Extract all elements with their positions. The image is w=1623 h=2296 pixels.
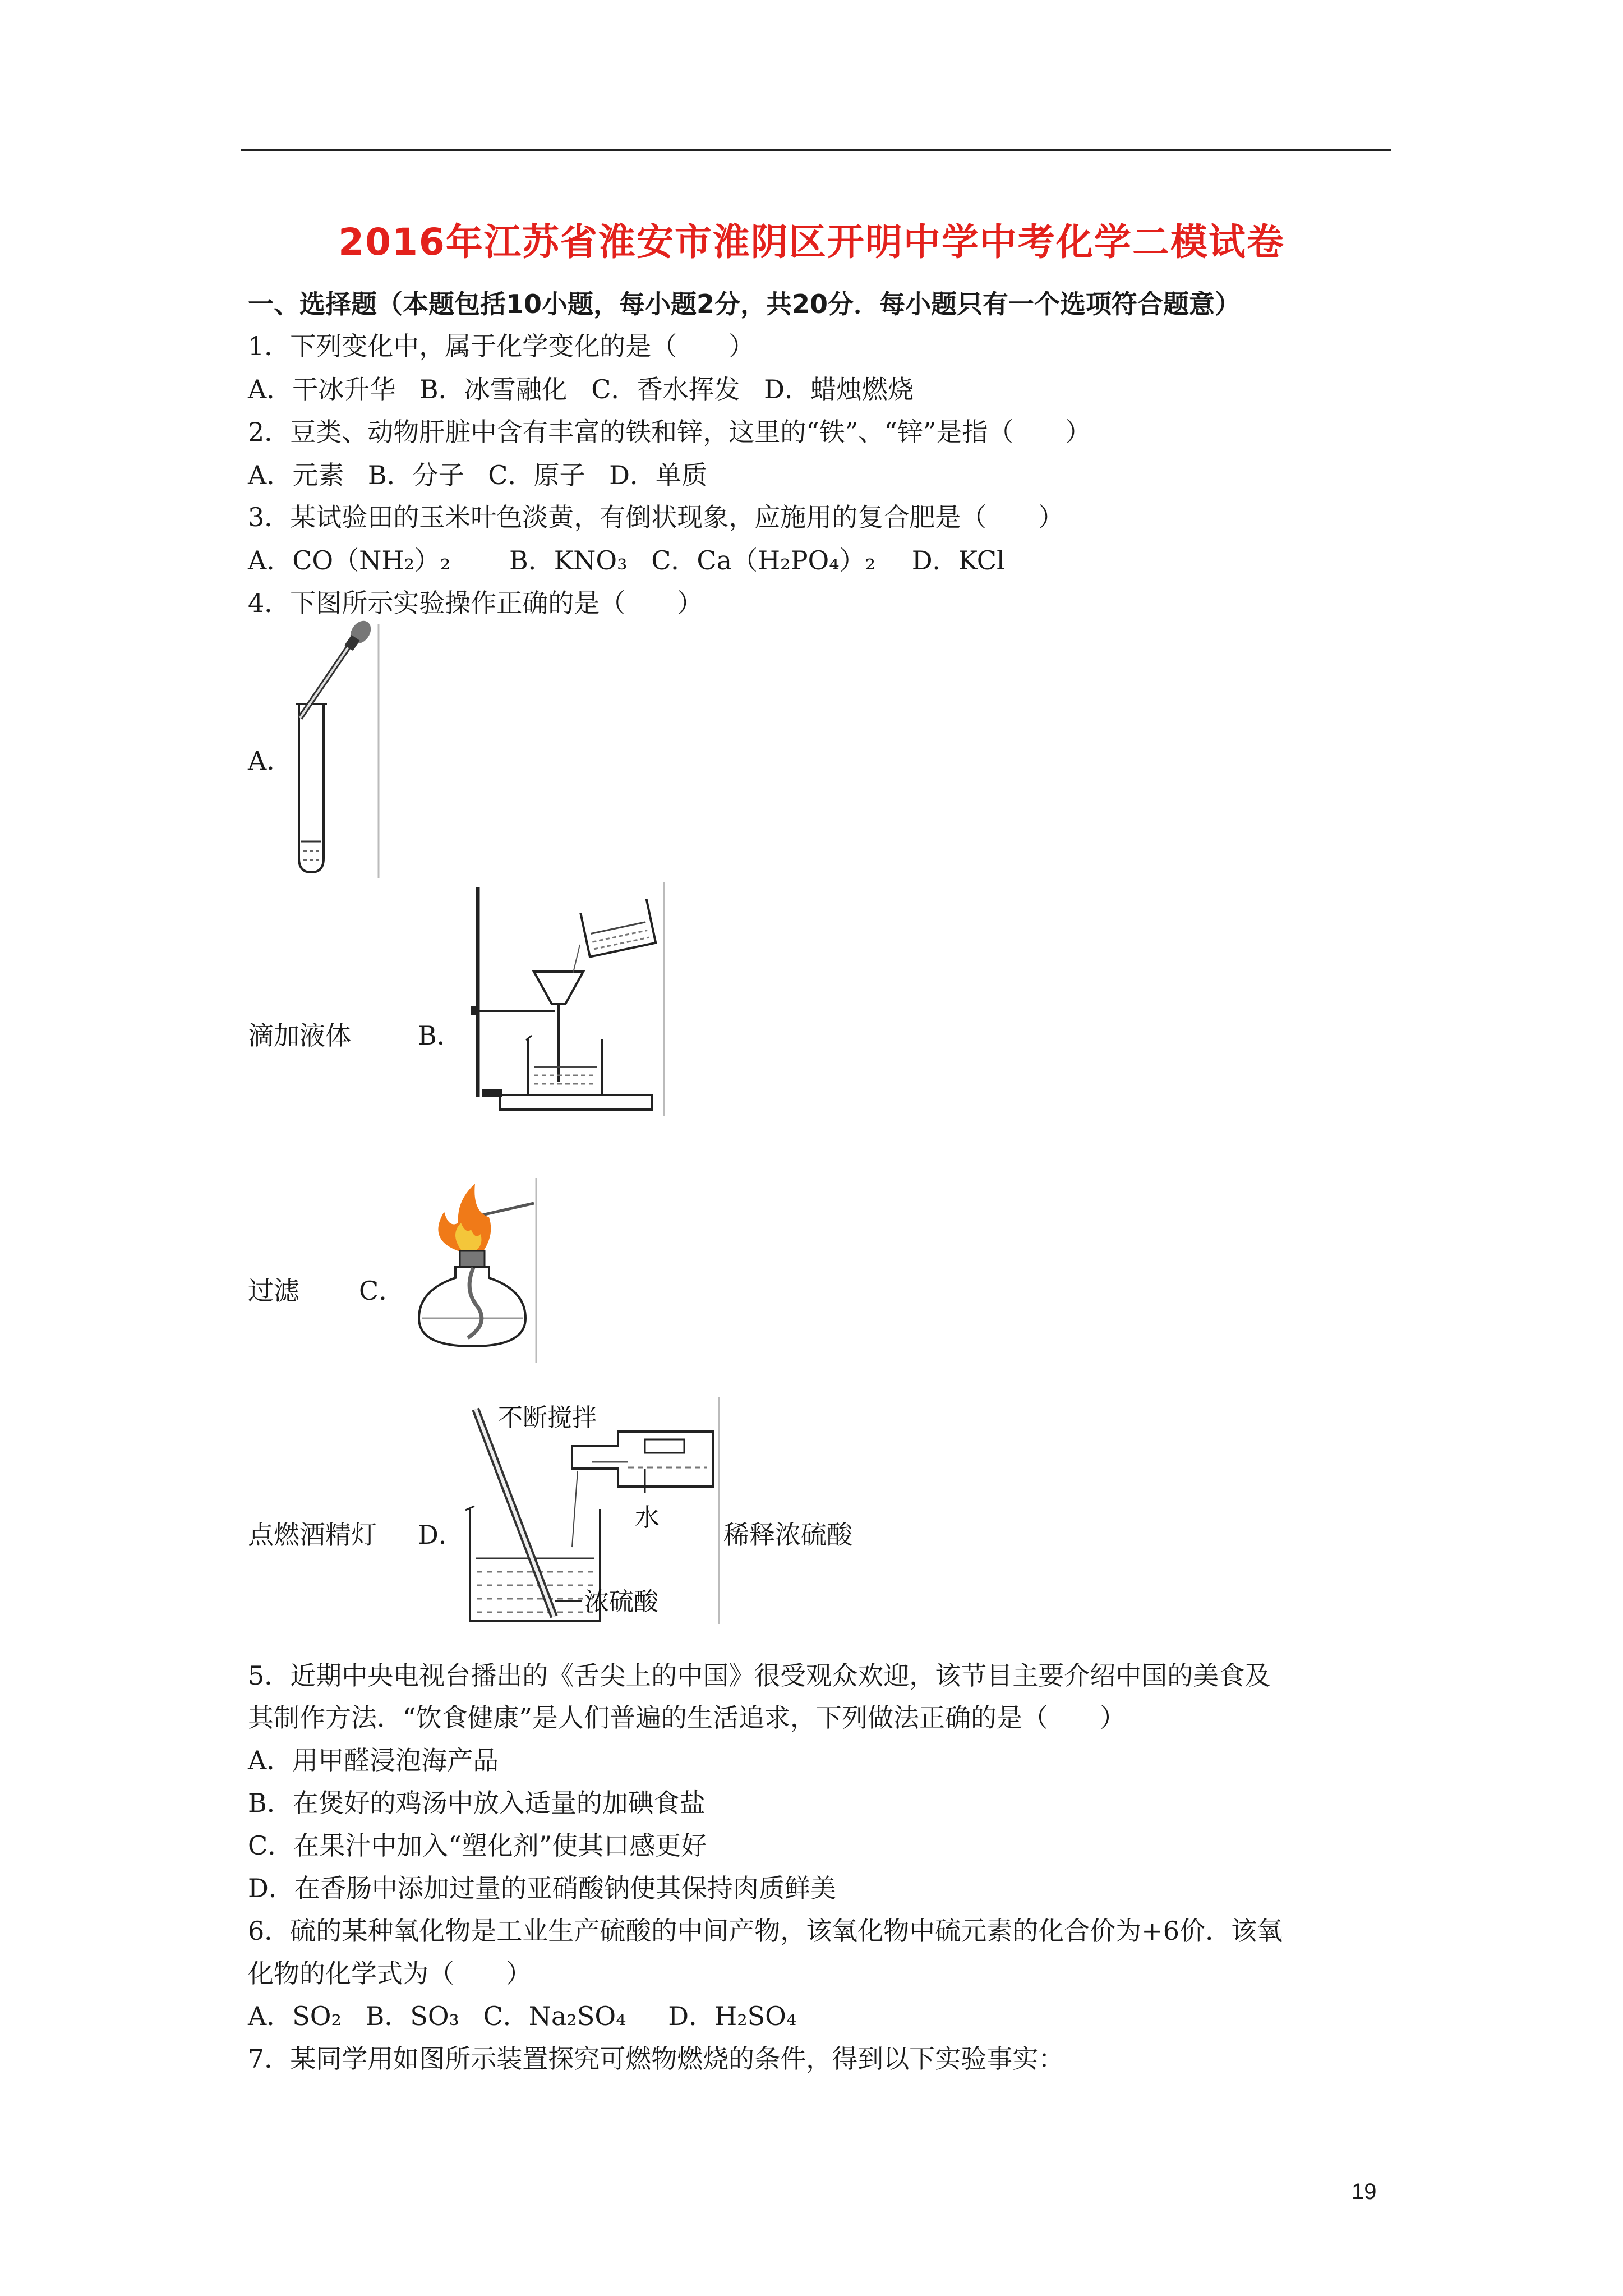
section-heading: 一、选择题（本题包括10小题，每小题2分，共20分．每小题只有一个选项符合题意） [248,289,1241,319]
q1-stem: 1．下列变化中，属于化学变化的是（ ） [248,331,755,361]
q5-option-a: A．用甲醛浸泡海产品 [248,1745,499,1775]
q6-stem-line1: 6．硫的某种氧化物是工业生产硫酸的中间产物，该氧化物中硫元素的化合价为+6价．该氧 [248,1916,1283,1946]
q5-stem-line1: 5．近期中央电视台播出的《舌尖上的中国》很受观众欢迎，该节目主要介绍中国的美食及 [248,1660,1271,1691]
q3-option-b: B．KNO₃ [509,545,628,576]
q7-stem: 7．某同学用如图所示装置探究可燃物燃烧的条件，得到以下实验事实： [248,2044,1064,2074]
page-title: 2016年江苏省淮安市淮阴区开明中学中考化学二模试卷 [338,220,1285,264]
q3-options [248,542,1005,578]
q3-option-d: D．KCl [911,545,1005,576]
q2-options [248,457,707,493]
q2-option-a: A．元素 [248,460,344,490]
q4-option-b-label: B． [418,1020,463,1051]
q2-option-b: B．分子 [367,460,464,490]
q6-option-b: B．SO₃ [365,2001,459,2031]
q4-option-a-label: A． [248,746,293,776]
q3-option-a: A．CO（NH₂）₂ [248,545,451,576]
q3-stem: 3．某试验田的玉米叶色淡黄，有倒状现象，应施用的复合肥是（ ） [248,502,1064,532]
filtration-apparatus-figure [455,882,668,1116]
label-concentrated-acid: 浓硫酸 [584,1588,658,1616]
q1-option-d: D．蜡烛燃烧 [764,374,914,404]
header-rule [241,149,1391,151]
label-stir-continuously: 不断搅拌 [498,1404,597,1432]
q1-option-a: A．干冰升华 [248,374,396,404]
q1-option-c: C．香水挥发 [591,374,740,404]
dilute-sulfuric-acid-figure [460,1397,723,1624]
q1-options [248,371,914,407]
q5-stem-line2: 其制作方法．“饮食健康”是人们普遍的生活追求，下列做法正确的是（ ） [248,1703,1126,1733]
q5-option-b: B．在煲好的鸡汤中放入适量的加碘食盐 [248,1788,706,1818]
q6-option-a: A．SO₂ [248,2001,342,2031]
q2-stem: 2．豆类、动物肝脏中含有丰富的铁和锌，这里的“铁”、“锌”是指（ ） [248,417,1091,447]
q2-option-d: D．单质 [609,460,708,490]
q6-option-d: D．H₂SO₄ [668,2001,797,2031]
q3-option-c: C．Ca（H₂PO₄）₂ [651,545,876,576]
q4-option-c-label: C． [359,1276,405,1306]
alcohol-lamp-figure [405,1178,540,1363]
q5-option-c: C．在果汁中加入“塑化剂”使其口感更好 [248,1830,707,1861]
q4-caption-d: 稀释浓硫酸 [723,1520,852,1550]
q4-stem: 4．下图所示实验操作正确的是（ ） [248,588,703,618]
dropper-test-tube-figure [289,620,384,878]
q6-option-c: C．Na₂SO₄ [483,2001,626,2031]
page-number: 19 [1352,2179,1377,2204]
label-water: 水 [635,1503,660,1532]
q6-options [248,1998,796,2034]
q4-caption-b: 过滤 [248,1276,299,1306]
q6-stem-line2: 化物的化学式为（ ） [248,1958,532,1989]
q2-option-c: C．原子 [488,460,585,490]
q4-option-d-label: D． [418,1520,464,1550]
q5-option-d: D．在香肠中添加过量的亚硝酸钠使其保持肉质鲜美 [248,1873,836,1903]
q4-caption-a: 滴加液体 [248,1020,351,1051]
q4-caption-c: 点燃酒精灯 [248,1520,377,1550]
q1-option-b: B．冰雪融化 [419,374,568,404]
